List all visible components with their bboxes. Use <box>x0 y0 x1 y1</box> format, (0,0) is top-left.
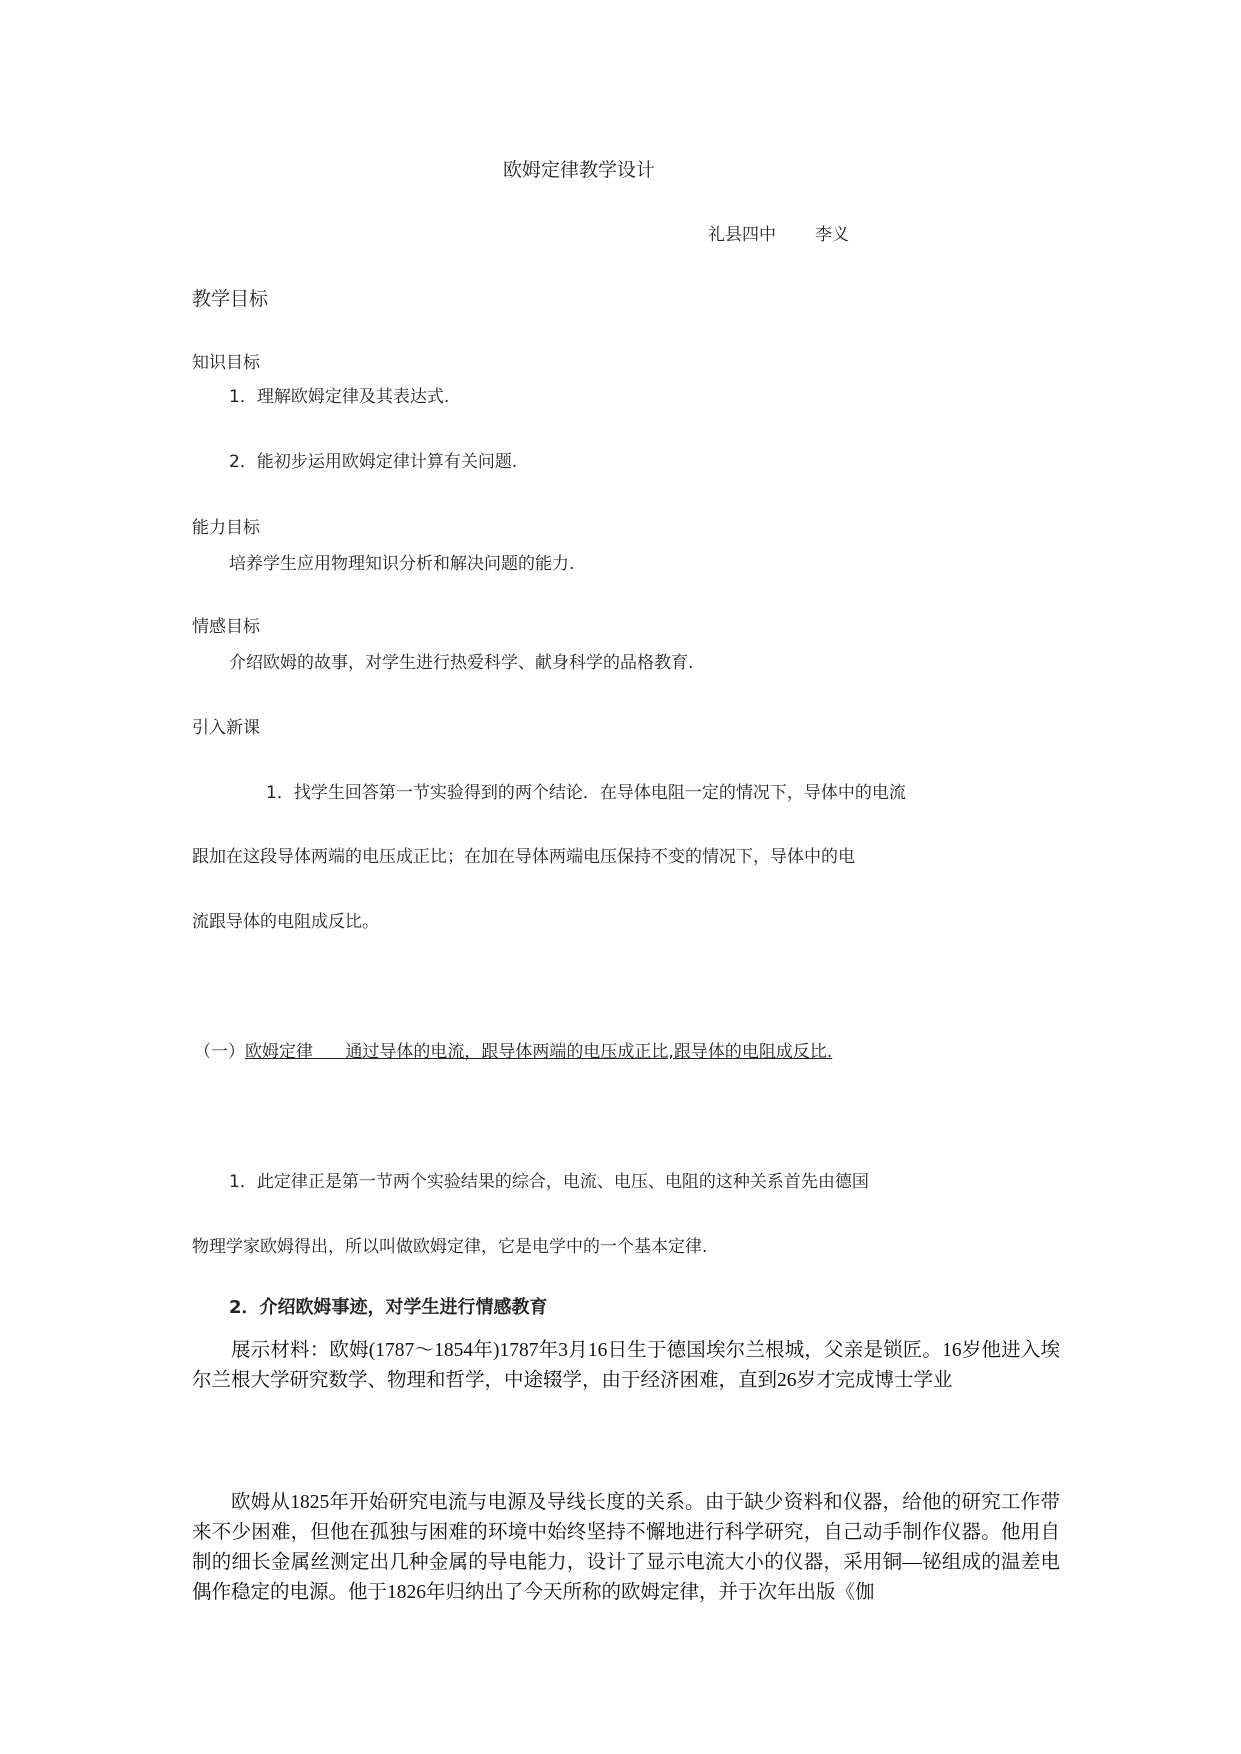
emotion-heading: 情感目标 <box>192 617 260 637</box>
document-title: 欧姆定律教学设计 <box>503 159 656 181</box>
intro-line: 流跟导体的电阻成反比。 <box>192 912 379 932</box>
knowledge-heading: 知识目标 <box>192 353 260 373</box>
law-prefix: （一） <box>194 1042 245 1062</box>
author-school: 礼县四中 <box>708 225 776 245</box>
knowledge-item: 1．理解欧姆定律及其表达式. <box>229 387 450 407</box>
emotion-text: 介绍欧姆的故事，对学生进行热爱科学、献身科学的品格教育. <box>229 653 694 673</box>
author-name: 李义 <box>815 225 849 245</box>
research-paragraph: 欧姆从1825年开始研究电流与电源及导线长度的关系。由于缺少资料和仪器，给他的研究工作带来不少困难，但他在孤独与困难的环境中始终坚持不懈地进行科学研究，自己动手制作仪器。他用自制的细长金属丝测定出几种金属的导电能力，设计了显示电流大小的仪器，采用铜—铋组成的温差电偶作稳定的电源。他于1826年归纳出了今天所称的欧姆定律，并于次年出版《伽 <box>192 1492 1060 1603</box>
intro-heading: 引入新课 <box>192 718 260 738</box>
knowledge-item: 2．能初步运用欧姆定律计算有关问题. <box>229 452 518 472</box>
point2-heading: 2．介绍欧姆事迹，对学生进行情感教育 <box>229 1297 548 1318</box>
law-name: 欧姆定律 <box>245 1042 313 1062</box>
intro-line: 1．找学生回答第一节实验得到的两个结论．在导体电阻一定的情况下，导体中的电流 <box>266 783 906 803</box>
law-statement: 通过导体的电流，跟导体两端的电压成正比,跟导体的电阻成反比. <box>345 1042 833 1062</box>
goals-heading: 教学目标 <box>192 288 269 310</box>
ability-heading: 能力目标 <box>192 518 260 538</box>
point1-line: 1．此定律正是第一节两个实验结果的综合，电流、电压、电阻的这种关系首先由德国 <box>229 1172 869 1192</box>
intro-line: 跟加在这段导体两端的电压成正比；在加在导体两端电压保持不变的情况下，导体中的电 <box>192 847 855 867</box>
point1-line: 物理学家欧姆得出，所以叫做欧姆定律，它是电学中的一个基本定律. <box>192 1237 708 1257</box>
biography-paragraph: 展示材料：欧姆(1787～1854年)1787年3月16日生于德国埃尔兰根城，父亲是锁匠。16岁他进入埃尔兰根大学研究数学、物理和哲学，中途辍学，由于经济困难，直到26岁才完成博士学业 <box>192 1340 1060 1391</box>
law-line <box>194 1042 832 1062</box>
ability-text: 培养学生应用物理知识分析和解决问题的能力. <box>229 554 575 574</box>
